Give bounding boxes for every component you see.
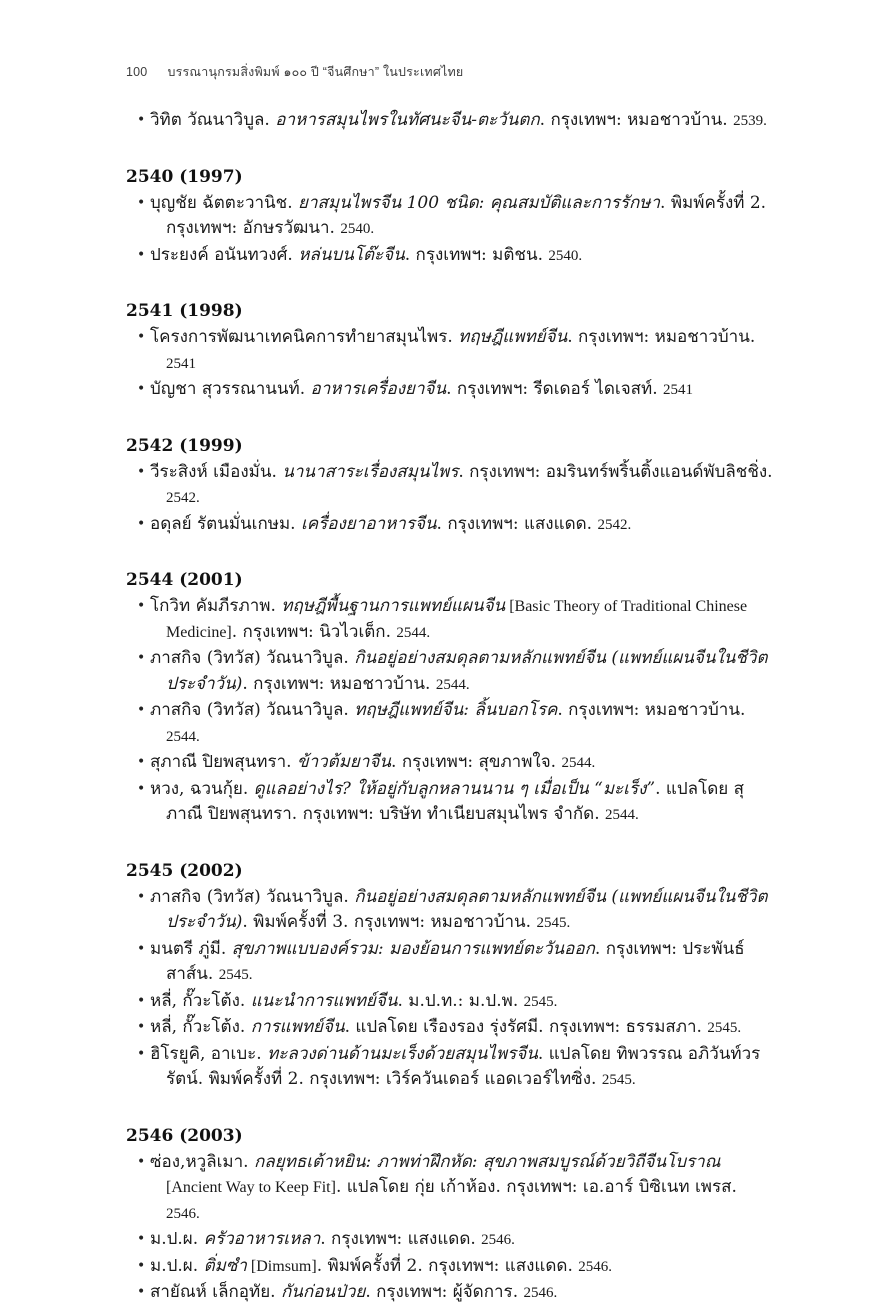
- year-number: 2546.: [578, 1258, 613, 1275]
- bullet-icon: •: [137, 1153, 146, 1170]
- year-number: 2541: [663, 382, 694, 398]
- year-section: [126, 1124, 776, 1307]
- work-title: กันก่อนป่วย: [280, 1282, 366, 1302]
- year-heading: 2542 (1999): [126, 435, 243, 456]
- bullet-icon: •: [137, 1231, 146, 1247]
- entry-text: อดุลย์ รัตนมั่นเกษม.: [150, 513, 301, 534]
- bibliography-entry: [126, 460, 776, 512]
- entry-text: . พิมพ์ครั้งที่ 3. กรุงเทพฯ: หมอชาวบ้าน.: [242, 912, 537, 932]
- latin-title: [Ancient Way to Keep Fit]: [166, 1179, 336, 1196]
- bibliography-entry: [126, 1280, 776, 1307]
- work-title: ติ่มซำ: [203, 1255, 247, 1276]
- bibliography-entry: [126, 108, 776, 135]
- year-section: [126, 165, 776, 270]
- year-number: 2545.: [536, 915, 571, 931]
- entry-text: . กรุงเทพฯ: แสงแดด.: [320, 1229, 482, 1249]
- entry-text: . กรุงเทพฯ: แสงแดด.: [436, 513, 598, 534]
- entry-text: ซ่อง,หวูลิเมา.: [150, 1151, 254, 1172]
- bullet-icon: •: [137, 888, 146, 905]
- entry-list: [126, 191, 776, 270]
- year-number: 2544.: [396, 624, 431, 641]
- bibliography-entry: [126, 1227, 776, 1254]
- bullet-icon: •: [137, 1045, 146, 1062]
- entry-text: หวง, ฉวนกุ้ย.: [150, 778, 254, 799]
- bullet-icon: •: [137, 463, 146, 480]
- work-title: กินอยู่อย่างสมดุลตามหลักแพทย์จีน (แพทย์แผนจีนในชีวิตประจำวัน): [166, 886, 768, 932]
- bibliography-entry: [126, 377, 776, 404]
- work-title: สุขภาพแบบองค์รวม: มองย้อนการแพทย์ตะวันออก: [231, 938, 595, 959]
- entry-list: [126, 594, 776, 829]
- entry-text: ภาสกิจ (วิทวัส) วัณนาวิบูล.: [150, 648, 355, 668]
- bibliography-entry: [126, 698, 776, 750]
- year-number: 2542.: [597, 516, 632, 533]
- entry-text: บัญชา สุวรรณานนท์.: [150, 379, 311, 399]
- work-title: เครื่องยาอาหารจีน: [300, 513, 437, 534]
- entry-text: . กรุงเทพฯ: อมรินทร์พริ้นติ้งแอนด์พับลิชชิ่ง.: [458, 461, 773, 482]
- bibliography-entry: [126, 750, 776, 777]
- bibliography-entry: [126, 1015, 776, 1042]
- year-number: 2545.: [218, 967, 253, 983]
- bullet-icon: •: [137, 992, 146, 1009]
- latin-title: [Basic Theory of Traditional Chinese Medicine]: [166, 598, 748, 641]
- latin-title: [Dimsum]: [246, 1257, 317, 1275]
- year-section: [126, 434, 776, 539]
- entry-text: โกวิท คัมภีรภาพ.: [150, 596, 282, 616]
- work-title: การแพทย์จีน: [250, 1017, 345, 1037]
- entry-text: บุญชัย ฉัตตะวานิช.: [150, 192, 299, 213]
- year-number: 2546.: [481, 1232, 515, 1248]
- entry-text: . แปลโดย เรืองรอง รุ่งรัศมี. กรุงเทพฯ: ธรรมสภา.: [344, 1017, 708, 1037]
- bibliography-entry: [126, 989, 776, 1016]
- bibliography-entry: [126, 191, 776, 243]
- bibliography-entry: [126, 777, 776, 829]
- year-number: 2545.: [523, 993, 558, 1010]
- year-number: 2544.: [435, 676, 470, 693]
- bullet-icon: •: [137, 780, 146, 797]
- bibliography-entry: [126, 1150, 776, 1228]
- year-number: 2540.: [340, 221, 375, 237]
- bibliography-entry: [126, 325, 776, 377]
- work-title: ทะลวงด่านด้านมะเร็งด้วยสมุนไพรจีน: [267, 1043, 538, 1064]
- year-heading: 2544 (2001): [126, 570, 243, 590]
- bullet-icon: •: [137, 598, 146, 614]
- entry-text: ฮิโรยูคิ, อาเบะ.: [150, 1043, 268, 1064]
- entry-text: ม.ป.ผ.: [150, 1255, 204, 1276]
- work-title: ยาสมุนไพรจีน 100 ชนิด: คุณสมบัติและการรักษา: [298, 192, 661, 213]
- work-title: ทฤษฎีแพทย์จีน: [458, 327, 568, 347]
- entry-text: สุภาณี ปิยพสุนทรา.: [150, 752, 297, 772]
- bibliography: [126, 108, 776, 1307]
- year-number: 2542.: [166, 490, 200, 506]
- bullet-icon: •: [137, 246, 146, 263]
- year-section: [126, 859, 776, 1094]
- bullet-icon: •: [137, 112, 146, 128]
- bibliography-entry: [126, 937, 776, 989]
- entry-text: โครงการพัฒนาเทคนิคการทำยาสมุนไพร.: [150, 327, 459, 347]
- year-section: [126, 299, 776, 404]
- bullet-icon: •: [137, 754, 146, 770]
- work-title: ข้าวต้มยาจีน: [296, 752, 392, 772]
- entry-list: [126, 325, 776, 404]
- year-number: 2544.: [166, 728, 200, 745]
- entry-text: ม.ป.ผ.: [150, 1229, 204, 1249]
- entry-text: . กรุงเทพฯ: หมอชาวบ้าน.: [242, 673, 436, 694]
- work-title: กลยุทธเต้าหยิน: ภาพท่าฝึกหัด: สุขภาพสมบูรณ์ด้วยวิถีจีนโบราณ: [254, 1151, 721, 1172]
- entry-text: . แปลโดย กุ่ย เก้าห้อง. กรุงเทพฯ: เอ.อาร์ บิซิเนท เพรส.: [335, 1177, 737, 1197]
- work-title: ครัวอาหารเหลา: [203, 1229, 321, 1249]
- work-title: หล่นบนโต๊ะจีน: [298, 244, 405, 265]
- entry-text: หลี่, กั๊วะโต้ง.: [150, 990, 251, 1011]
- entry-text: . พิมพ์ครั้งที่ 2. กรุงเทพฯ: อักษรวัฒนา.: [166, 192, 767, 238]
- bibliography-entry: [126, 594, 776, 646]
- work-title: ดูแลอย่างไร? ให้อยู่กับลูกหลานนาน ๆ เมื่อเป็น “มะเร็ง”: [253, 778, 656, 799]
- year-number: 2545.: [601, 1072, 636, 1088]
- entry-text: . กรุงเทพฯ: ประพันธ์สาส์น.: [166, 938, 745, 984]
- bullet-icon: •: [137, 515, 146, 532]
- entry-text: หลี่, กั๊วะโต้ง.: [150, 1017, 251, 1037]
- bibliography-entry: [126, 1042, 776, 1094]
- work-title: อาหารเครื่องยาจีน: [310, 379, 447, 399]
- entry-text: ภาสกิจ (วิทวัส) วัณนาวิบูล.: [150, 700, 355, 720]
- entry-text: . กรุงเทพฯ: สุขภาพใจ.: [391, 752, 562, 772]
- year-heading: 2545 (2002): [126, 860, 243, 881]
- entry-text: . แปลโดย สุภาณี ปิยพสุนทรา. กรุงเทพฯ: บริษัท ทำเนียบสมุนไพร จำกัด.: [166, 778, 744, 824]
- year-section: [126, 108, 776, 135]
- page-header: [126, 62, 776, 82]
- bibliography-entry: [126, 512, 776, 539]
- entry-list: [126, 108, 776, 135]
- work-title: กินอยู่อย่างสมดุลตามหลักแพทย์จีน (แพทย์แผนจีนในชีวิตประจำวัน): [166, 648, 768, 694]
- year-number: 2544.: [605, 807, 639, 823]
- year-heading: 2546 (2003): [126, 1125, 243, 1146]
- entry-text: วีระสิงห์ เมืองมั่น.: [150, 461, 283, 482]
- entry-text: มนตรี ภู่มี.: [150, 938, 232, 959]
- entry-text: . แปลโดย ทิพวรรณ อภิวันท์วรรัตน์. พิมพ์ครั้งที่ 2. กรุงเทพฯ: เวิร์ควันเดอร์ แอดเวอร์ไทซิ่ง.: [166, 1043, 761, 1089]
- page-number: 100: [126, 65, 148, 79]
- year-number: 2544.: [561, 755, 596, 771]
- entry-text: . กรุงเทพฯ: หมอชาวบ้าน.: [567, 327, 756, 347]
- year-number: 2546.: [166, 1205, 200, 1222]
- entry-list: [126, 1150, 776, 1307]
- year-heading: 2540 (1997): [126, 166, 243, 187]
- entry-text: . ม.ป.ท.: ม.ป.พ.: [397, 990, 524, 1011]
- entry-text: . กรุงเทพฯ: หมอชาวบ้าน.: [557, 700, 746, 720]
- entry-text: . กรุงเทพฯ: ผู้จัดการ.: [365, 1282, 524, 1302]
- bibliography-entry: [126, 646, 776, 698]
- bullet-icon: •: [137, 1257, 146, 1274]
- year-number: 2546.: [523, 1285, 558, 1301]
- bullet-icon: •: [137, 940, 146, 957]
- entry-text: วิทิต วัณนาวิบูล.: [150, 110, 276, 130]
- year-number: 2539.: [733, 113, 767, 129]
- entry-list: [126, 885, 776, 1094]
- bibliography-entry: [126, 243, 776, 270]
- bullet-icon: •: [137, 1284, 146, 1300]
- entry-text: . กรุงเทพฯ: หมอชาวบ้าน.: [539, 110, 734, 130]
- bullet-icon: •: [137, 650, 146, 666]
- entry-text: ประยงค์ อนันทวงศ์.: [150, 244, 299, 265]
- bullet-icon: •: [137, 1019, 146, 1035]
- entry-text: . กรุงเทพฯ: มติชน.: [404, 244, 549, 265]
- entry-list: [126, 460, 776, 539]
- bibliography-entry: [126, 1254, 776, 1281]
- bullet-icon: •: [137, 194, 146, 211]
- running-title: บรรณานุกรมสิ่งพิมพ์ ๑๐๐ ปี “จีนศึกษา” ในประเทศไทย: [167, 65, 464, 79]
- year-heading: 2541 (1998): [126, 301, 243, 321]
- entry-text: สายัณห์ เล็กอุทัย.: [150, 1282, 281, 1302]
- work-title: ทฤษฎีพื้นฐานการแพทย์แผนจีน: [281, 596, 506, 616]
- entry-text: ภาสกิจ (วิทวัส) วัณนาวิบูล.: [150, 886, 355, 907]
- bibliography-entry: [126, 885, 776, 937]
- year-number: 2541: [166, 355, 196, 372]
- year-number: 2540.: [548, 247, 583, 264]
- bullet-icon: •: [137, 702, 146, 718]
- work-title: อาหารสมุนไพรในทัศนะจีน-ตะวันตก: [275, 110, 540, 130]
- entry-text: . กรุงเทพฯ: รีดเดอร์ ไดเจสท์.: [446, 379, 664, 399]
- work-title: นานาสาระเรื่องสมุนไพร: [282, 461, 459, 482]
- entry-text: . กรุงเทพฯ: นิวไวเต็ก.: [231, 621, 397, 642]
- entry-text: . พิมพ์ครั้งที่ 2. กรุงเทพฯ: แสงแดด.: [316, 1255, 579, 1276]
- work-title: ทฤษฎีแพทย์จีน: ลิ้นบอกโรค: [354, 700, 558, 720]
- year-section: [126, 568, 776, 829]
- year-number: 2545.: [707, 1020, 742, 1036]
- bullet-icon: •: [137, 329, 146, 345]
- work-title: แนะนำการแพทย์จีน: [250, 990, 398, 1011]
- bullet-icon: •: [137, 381, 146, 397]
